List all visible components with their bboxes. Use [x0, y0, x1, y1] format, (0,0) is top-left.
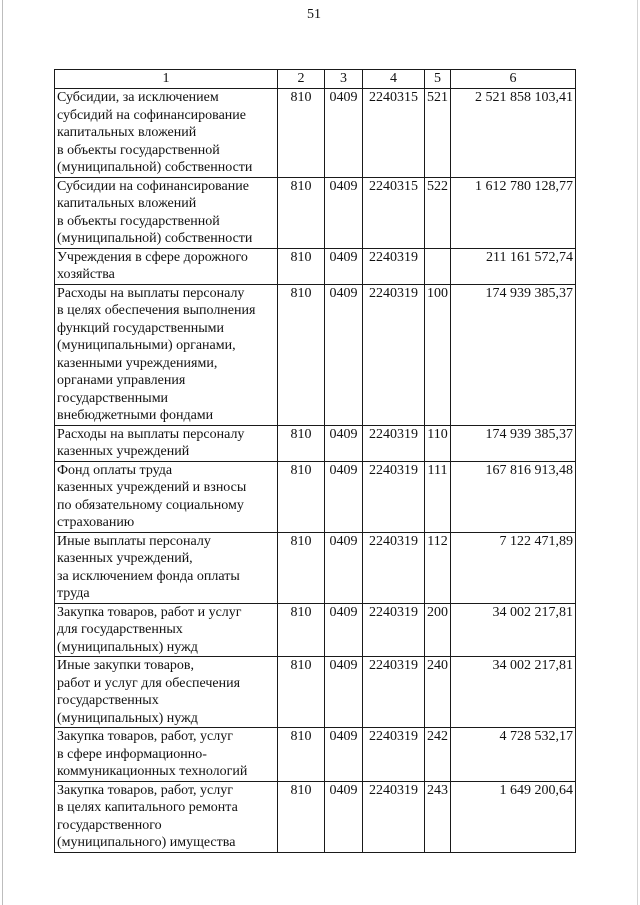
header-col-2: 2	[278, 70, 325, 89]
cell-description: Закупка товаров, работ, услуг в целях капитального ремонта государственного (муниципального) имущества	[55, 781, 278, 852]
cell-chapter-code: 810	[278, 284, 325, 425]
cell-amount: 4 728 532,17	[451, 728, 576, 782]
cell-section-code: 0409	[325, 781, 363, 852]
cell-expense-type: 242	[425, 728, 451, 782]
header-col-1: 1	[55, 70, 278, 89]
cell-target-article: 2240319	[363, 657, 425, 728]
cell-description: Закупка товаров, работ и услуг для государственных (муниципальных) нужд	[55, 603, 278, 657]
table-body	[55, 89, 576, 853]
cell-amount: 34 002 217,81	[451, 603, 576, 657]
cell-target-article: 2240319	[363, 603, 425, 657]
cell-section-code: 0409	[325, 177, 363, 248]
cell-target-article: 2240319	[363, 728, 425, 782]
header-col-4: 4	[363, 70, 425, 89]
cell-target-article: 2240319	[363, 532, 425, 603]
cell-section-code: 0409	[325, 461, 363, 532]
cell-section-code: 0409	[325, 532, 363, 603]
cell-description: Иные закупки товаров, работ и услуг для обеспечения государственных (муниципальных) нужд	[55, 657, 278, 728]
cell-chapter-code: 810	[278, 461, 325, 532]
table-row	[55, 89, 576, 178]
cell-chapter-code: 810	[278, 248, 325, 284]
cell-chapter-code: 810	[278, 425, 325, 461]
cell-section-code: 0409	[325, 728, 363, 782]
cell-expense-type	[425, 248, 451, 284]
cell-chapter-code: 810	[278, 657, 325, 728]
cell-amount: 7 122 471,89	[451, 532, 576, 603]
cell-section-code: 0409	[325, 425, 363, 461]
cell-description: Расходы на выплаты персоналу казенных учреждений	[55, 425, 278, 461]
table-header-row	[55, 70, 576, 89]
header-col-6: 6	[451, 70, 576, 89]
header-col-3: 3	[325, 70, 363, 89]
cell-expense-type: 110	[425, 425, 451, 461]
table-row	[55, 728, 576, 782]
table-row	[55, 248, 576, 284]
cell-section-code: 0409	[325, 603, 363, 657]
table-row	[55, 657, 576, 728]
cell-section-code: 0409	[325, 284, 363, 425]
cell-amount: 174 939 385,37	[451, 425, 576, 461]
cell-target-article: 2240319	[363, 425, 425, 461]
cell-expense-type: 100	[425, 284, 451, 425]
cell-chapter-code: 810	[278, 89, 325, 178]
cell-amount: 211 161 572,74	[451, 248, 576, 284]
cell-target-article: 2240319	[363, 248, 425, 284]
scan-edge-left	[2, 0, 3, 905]
cell-target-article: 2240315	[363, 89, 425, 178]
cell-description: Закупка товаров, работ, услуг в сфере информационно- коммуникационных технологий	[55, 728, 278, 782]
cell-target-article: 2240319	[363, 284, 425, 425]
cell-expense-type: 521	[425, 89, 451, 178]
page-number: 51	[307, 7, 321, 22]
cell-amount: 1 612 780 128,77	[451, 177, 576, 248]
table-row	[55, 461, 576, 532]
cell-section-code: 0409	[325, 657, 363, 728]
cell-expense-type: 243	[425, 781, 451, 852]
cell-expense-type: 522	[425, 177, 451, 248]
table-row	[55, 603, 576, 657]
cell-amount: 167 816 913,48	[451, 461, 576, 532]
cell-amount: 174 939 385,37	[451, 284, 576, 425]
table-row	[55, 284, 576, 425]
table-row	[55, 425, 576, 461]
cell-chapter-code: 810	[278, 781, 325, 852]
table-row	[55, 532, 576, 603]
cell-description: Субсидии, за исключением субсидий на софинансирование капитальных вложений в объекты государственной (муниципальной) собственности	[55, 89, 278, 178]
table-row	[55, 781, 576, 852]
cell-section-code: 0409	[325, 248, 363, 284]
scan-edge-right	[637, 0, 638, 905]
cell-expense-type: 111	[425, 461, 451, 532]
cell-target-article: 2240315	[363, 177, 425, 248]
cell-chapter-code: 810	[278, 603, 325, 657]
cell-description: Учреждения в сфере дорожного хозяйства	[55, 248, 278, 284]
cell-target-article: 2240319	[363, 461, 425, 532]
cell-target-article: 2240319	[363, 781, 425, 852]
cell-amount: 2 521 858 103,41	[451, 89, 576, 178]
cell-expense-type: 112	[425, 532, 451, 603]
cell-description: Иные выплаты персоналу казенных учреждений, за исключением фонда оплаты труда	[55, 532, 278, 603]
table-row	[55, 177, 576, 248]
cell-description: Субсидии на софинансирование капитальных вложений в объекты государственной (муниципальной) собственности	[55, 177, 278, 248]
cell-expense-type: 200	[425, 603, 451, 657]
cell-section-code: 0409	[325, 89, 363, 178]
cell-chapter-code: 810	[278, 177, 325, 248]
cell-chapter-code: 810	[278, 532, 325, 603]
cell-chapter-code: 810	[278, 728, 325, 782]
cell-amount: 34 002 217,81	[451, 657, 576, 728]
header-col-5: 5	[425, 70, 451, 89]
cell-description: Фонд оплаты труда казенных учреждений и взносы по обязательному социальному страхованию	[55, 461, 278, 532]
cell-expense-type: 240	[425, 657, 451, 728]
cell-amount: 1 649 200,64	[451, 781, 576, 852]
cell-description: Расходы на выплаты персоналу в целях обеспечения выполнения функций государственными (муниципальными) органами, казенными учреждениями, органами управления государственными внебюджетными фондами	[55, 284, 278, 425]
budget-table	[54, 69, 576, 853]
